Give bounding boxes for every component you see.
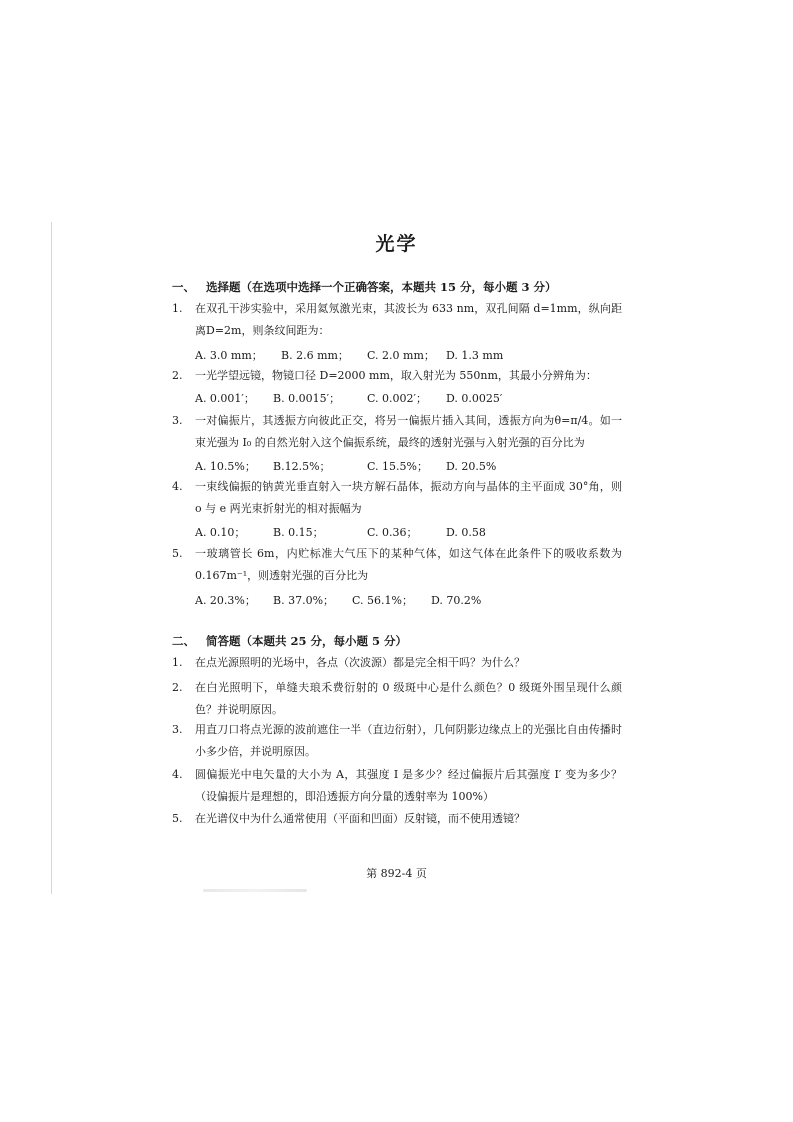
option-b: B. 2.6 mm； bbox=[281, 349, 349, 362]
question-1-3 bbox=[172, 410, 622, 454]
option-d: D. 70.2% bbox=[431, 594, 482, 607]
option-c: C. 2.0 mm； bbox=[367, 349, 435, 362]
question-text: 在双孔干涉实验中，采用氦氖激光束，其波长为 633 nm，双孔间隔 d=1mm，纵向距离D=2m，则条纹间距为： bbox=[195, 302, 622, 337]
option-d: D. 0.0025′ bbox=[446, 392, 503, 405]
option-d: D. 1.3 mm bbox=[446, 349, 504, 362]
question-number: 5. bbox=[172, 812, 183, 825]
question-1-3-options bbox=[195, 458, 496, 474]
option-d: D. 0.58 bbox=[446, 526, 486, 539]
question-1-1-options bbox=[195, 347, 503, 363]
question-number: 1. bbox=[172, 302, 183, 315]
question-1-2 bbox=[172, 365, 622, 387]
question-2-3 bbox=[172, 719, 622, 763]
option-c: C. 0.36； bbox=[367, 526, 418, 539]
option-b: B. 0.15； bbox=[273, 526, 324, 539]
page-title: 光学 bbox=[375, 233, 418, 255]
section-2-title: 简答题（本题共 25 分，每小题 5 分） bbox=[206, 634, 408, 648]
section-2-heading bbox=[172, 633, 407, 649]
question-text: 用直刀口将点光源的波前遮住一半（直边衍射），几何阴影边缘点上的光强比自由传播时小多少倍，并说明原因。 bbox=[195, 723, 622, 758]
question-number: 5. bbox=[172, 547, 183, 560]
option-c: C. 56.1%； bbox=[352, 594, 413, 607]
question-text: 一束线偏振的钠黄光垂直射入一块方解石晶体，振动方向与晶体的主平面成 30°角，则 o 与 e 两光束折射光的相对振幅为 bbox=[195, 480, 622, 515]
question-1-2-options bbox=[195, 390, 502, 406]
question-1-4-options bbox=[195, 524, 486, 540]
option-a: A. 10.5%； bbox=[195, 460, 256, 473]
question-1-5-options bbox=[195, 592, 481, 608]
option-a: A. 20.3%； bbox=[195, 594, 256, 607]
question-number: 3. bbox=[172, 414, 183, 427]
question-2-5 bbox=[172, 808, 622, 830]
question-number: 2. bbox=[172, 681, 183, 694]
question-2-1 bbox=[172, 652, 622, 674]
question-text: 圆偏振光中电矢量的大小为 A，其强度 I 是多少？经过偏振片后其强度 I′ 变为多少？（设偏振片是理想的，即沿透振方向分量的透射率为 100%） bbox=[195, 768, 622, 803]
section-1-heading bbox=[172, 279, 557, 295]
question-number: 4. bbox=[172, 480, 183, 493]
section-1-title: 选择题（在选项中选择一个正确答案，本题共 15 分，每小题 3 分） bbox=[206, 280, 557, 294]
option-b: B.12.5%； bbox=[273, 460, 331, 473]
question-number: 1. bbox=[172, 656, 183, 669]
question-text: 一对偏振片，其透振方向彼此正交，将另一偏振片插入其间，透振方向为θ=π/4。如一束光强为 I₀ 的自然光射入这个偏振系统，最终的透射光强与入射光强的百分比为 bbox=[195, 414, 622, 449]
question-1-4 bbox=[172, 476, 622, 520]
section-2-number: 二、 bbox=[172, 634, 195, 648]
question-number: 3. bbox=[172, 723, 183, 736]
scan-edge-line bbox=[51, 222, 52, 894]
question-1-5 bbox=[172, 543, 622, 587]
option-b: B. 0.0015′； bbox=[273, 392, 341, 405]
page-number: 第 892-4 页 bbox=[366, 867, 427, 880]
option-a: A. 0.001′； bbox=[195, 392, 255, 405]
question-2-2 bbox=[172, 677, 622, 721]
section-1-number: 一、 bbox=[172, 280, 195, 294]
question-1-1 bbox=[172, 298, 622, 342]
question-text: 在光谱仪中为什么通常使用（平面和凹面）反射镜，而不使用透镜？ bbox=[195, 812, 525, 825]
option-d: D. 20.5% bbox=[446, 460, 497, 473]
question-text: 在白光照明下，单缝夫琅禾费衍射的 0 级斑中心是什么颜色？0 级斑外围呈现什么颜色？并说明原因。 bbox=[195, 681, 622, 716]
question-text: 一光学望远镜，物镜口径 D=2000 mm，取入射光为 550nm，其最小分辨角为： bbox=[195, 369, 597, 382]
option-b: B. 37.0%； bbox=[273, 594, 335, 607]
option-a: A. 3.0 mm； bbox=[195, 349, 263, 362]
question-2-4 bbox=[172, 764, 622, 808]
question-text: 在点光源照明的光场中，各点（次波源）都是完全相干吗？为什么？ bbox=[195, 656, 525, 669]
question-number: 2. bbox=[172, 369, 183, 382]
question-text: 一玻璃管长 6m，内贮标准大气压下的某种气体，如这气体在此条件下的吸收系数为 0.167m⁻¹，则透射光强的百分比为 bbox=[195, 547, 622, 582]
option-c: C. 15.5%； bbox=[367, 460, 428, 473]
option-a: A. 0.10； bbox=[195, 526, 246, 539]
option-c: C. 0.002′； bbox=[367, 392, 428, 405]
scan-smudge bbox=[203, 889, 307, 892]
question-number: 4. bbox=[172, 768, 183, 781]
